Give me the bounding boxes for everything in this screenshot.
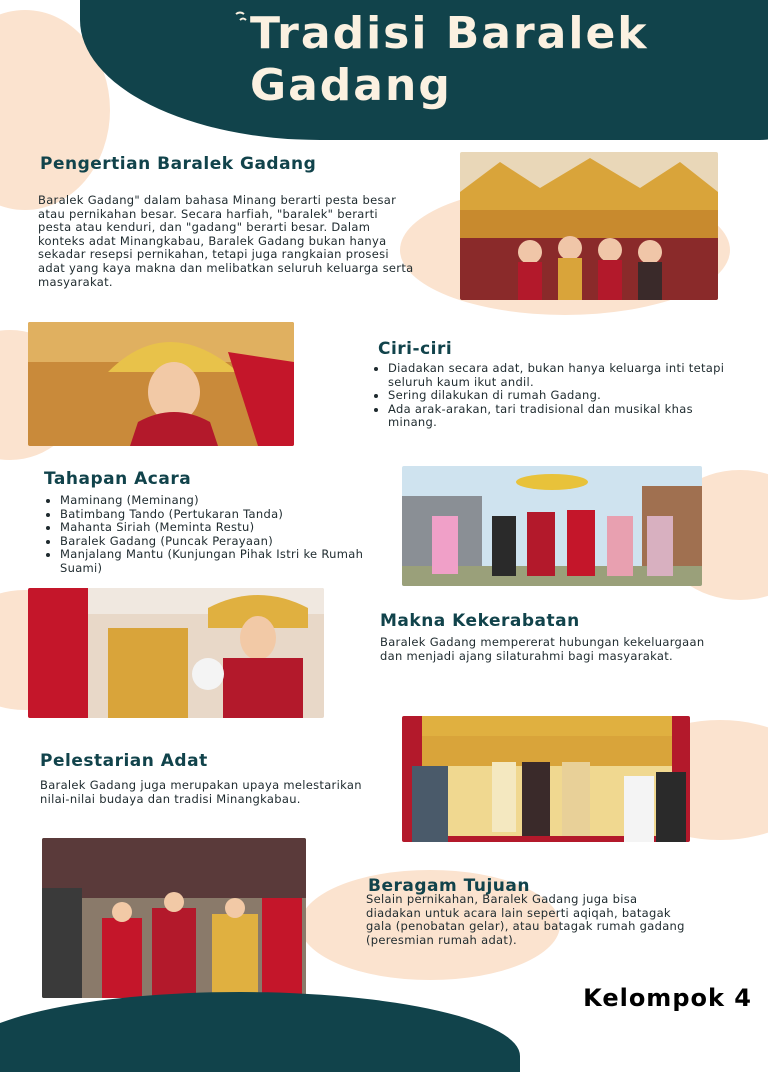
pelestarian-heading: Pelestarian Adat <box>40 751 208 771</box>
tahapan-heading: Tahapan Acara <box>44 469 192 489</box>
photo-bride-suntiang <box>28 322 294 446</box>
pengertian-heading: Pengertian Baralek Gadang <box>40 154 317 174</box>
ciri-list <box>370 362 734 430</box>
list-item: • Mahanta Siriah (Meminta Restu) <box>60 521 390 535</box>
pengertian-body: Baralek Gadang" dalam bahasa Minang berarti pesta besar atau pernikahan besar. Secara harfiah, "baralek" berarti pesta atau kenduri, dan "gadang" berarti besar. Dalam konteks adat Minangkabau, Baralek Gadang bukan hanya sekadar resepsi pernikahan, tetapi juga rangkaian prosesi adat yang kaya makna dan melibatkan seluruh keluarga serta masyarakat. <box>38 193 414 289</box>
list-item: • Maminang (Meminang) <box>60 494 390 508</box>
list-item: • Ada arak-arakan, tari tradisional dan musikal khas minang. <box>388 403 734 430</box>
list-item: • Manjalang Mantu (Kunjungan Pihak Istri ke Rumah Suami) <box>60 548 390 575</box>
photo-procession-umbrella <box>402 466 702 586</box>
group-label: Kelompok 4 <box>583 984 752 1012</box>
tujuan-body: Selain pernikahan, Baralek Gadang juga bisa diadakan untuk acara lain seperti aqiqah, batagak gala (penobatan gelar), atau batagak rumah gadang (peresmian rumah adat). <box>366 892 685 947</box>
ciri-heading: Ciri-ciri <box>378 339 453 359</box>
photo-pelaminan <box>402 716 690 842</box>
photo-parade-crowd <box>42 838 306 998</box>
tahapan-list <box>42 494 390 576</box>
makna-body: Baralek Gadang mempererat hubungan kekeluargaan dan menjadi ajang silaturahmi bagi masyarakat. <box>380 635 705 663</box>
photo-wedding-rumah-gadang <box>460 152 718 300</box>
list-item: • Baralek Gadang (Puncak Perayaan) <box>60 535 390 549</box>
makna-heading: Makna Kekerabatan <box>380 611 580 631</box>
list-item: • Sering dilakukan di rumah Gadang. <box>388 389 734 403</box>
footer-wave <box>0 992 520 1072</box>
tujuan-heading: Beragam Tujuan <box>368 876 530 896</box>
page-title: Tradisi Baralek Gadang <box>250 8 649 111</box>
pelestarian-body: Baralek Gadang juga merupakan upaya melestarikan nilai-nilai budaya dan tradisi Minangkabau. <box>40 778 362 806</box>
photo-couple-ceremony <box>28 588 324 718</box>
list-item: • Diadakan secara adat, bukan hanya keluarga inti tetapi seluruh kaum ikut andil. <box>388 362 734 389</box>
list-item: • Batimbang Tando (Pertukaran Tanda) <box>60 508 390 522</box>
